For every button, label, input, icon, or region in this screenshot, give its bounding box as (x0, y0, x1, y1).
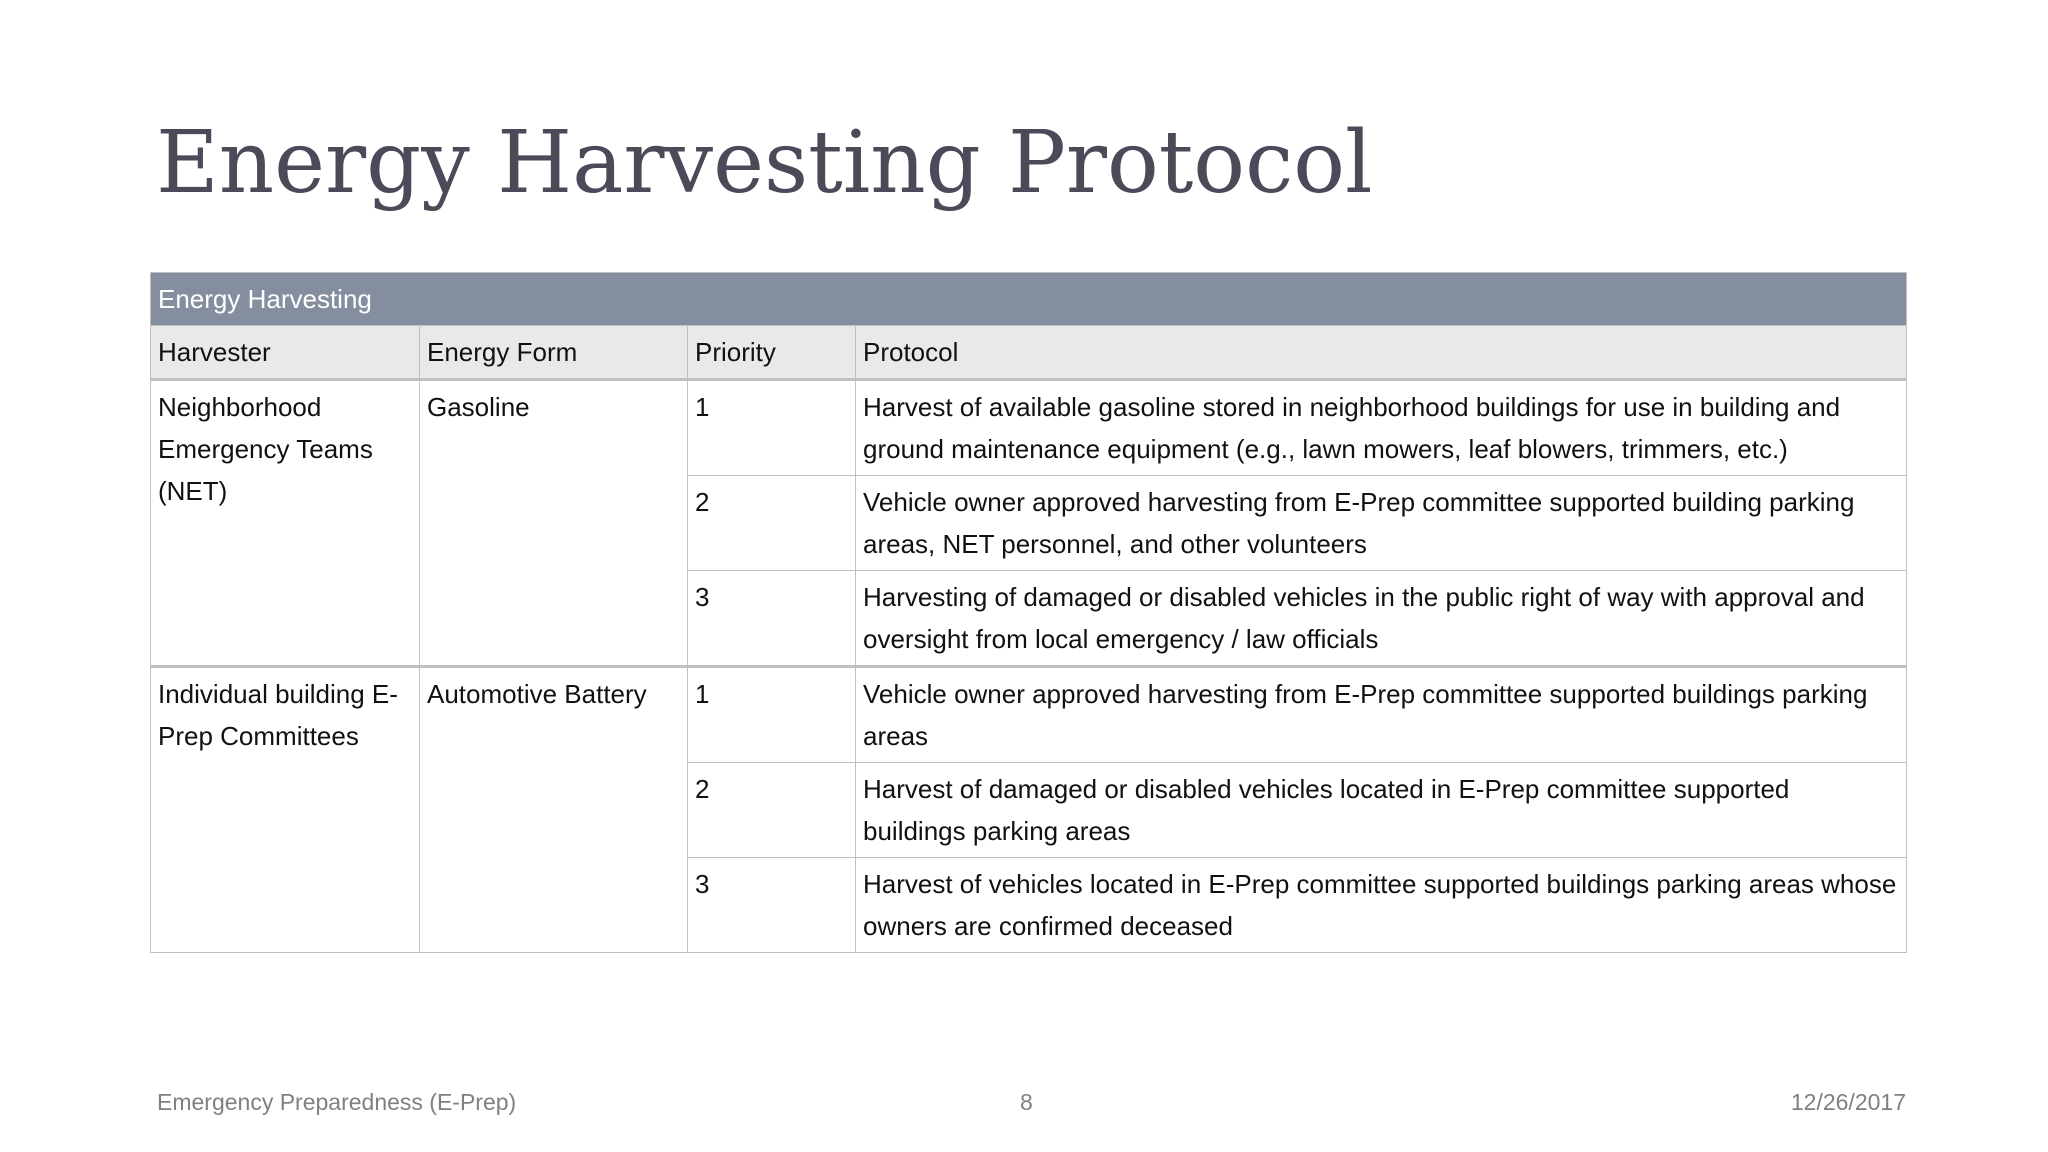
footer-page-number: 8 (1020, 1089, 1033, 1115)
priority-cell: 2 (688, 763, 856, 858)
column-header-priority: Priority (688, 326, 856, 380)
protocol-cell: Harvesting of damaged or disabled vehicles in the public right of way with approval and oversight from local emergency / law officials (856, 571, 1907, 667)
energy-form-cell: Automotive Battery (420, 667, 688, 953)
protocol-cell: Vehicle owner approved harvesting from E-Prep committee supported building parking areas, NET personnel, and other volunteers (856, 476, 1907, 571)
footer-date: 12/26/2017 (1790, 1089, 1906, 1115)
protocol-cell: Harvest of damaged or disabled vehicles located in E-Prep committee supported buildings parking areas (856, 763, 1907, 858)
table-row (151, 380, 1907, 476)
priority-cell: 1 (688, 667, 856, 763)
table-banner: Energy Harvesting (151, 273, 1907, 326)
column-header-harvester: Harvester (151, 326, 420, 380)
table-row (151, 667, 1907, 763)
column-header-energy-form: Energy Form (420, 326, 688, 380)
priority-cell: 2 (688, 476, 856, 571)
priority-cell: 3 (688, 858, 856, 953)
footer-presentation-name: Emergency Preparedness (E-Prep) (157, 1089, 517, 1115)
protocol-cell: Harvest of vehicles located in E-Prep committee supported buildings parking areas whose owners are confirmed deceased (856, 858, 1907, 953)
energy-form-cell: Gasoline (420, 380, 688, 667)
priority-cell: 1 (688, 380, 856, 476)
slide-title: Energy Harvesting Protocol (156, 113, 1373, 213)
protocol-cell: Vehicle owner approved harvesting from E-Prep committee supported buildings parking areas (856, 667, 1907, 763)
protocol-cell: Harvest of available gasoline stored in neighborhood buildings for use in building and ground maintenance equipment (e.g., lawn mowers, leaf blowers, trimmers, etc.) (856, 380, 1907, 476)
table-header-row (151, 326, 1907, 380)
harvester-cell: Neighborhood Emergency Teams (NET) (151, 380, 420, 667)
table-banner-row (151, 273, 1907, 326)
energy-harvesting-table (150, 272, 1907, 953)
priority-cell: 3 (688, 571, 856, 667)
harvester-cell: Individual building E-Prep Committees (151, 667, 420, 953)
column-header-protocol: Protocol (856, 326, 1907, 380)
